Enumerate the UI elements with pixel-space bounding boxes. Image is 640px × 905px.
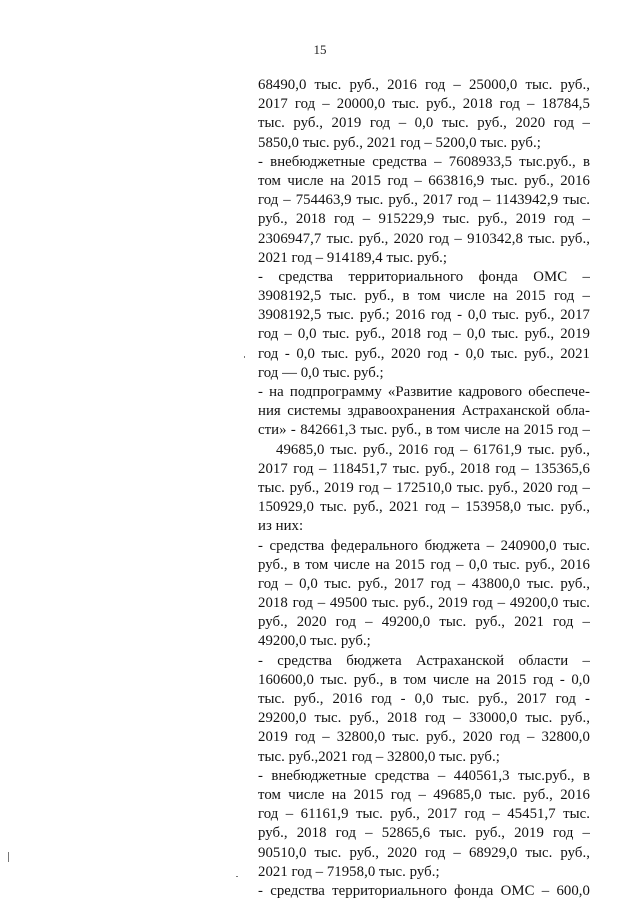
text-line: руб., в том числе на 2015 год – 0,0 тыс. руб., 2016 [258,556,590,573]
text-line: 2017 год – 20000,0 тыс. руб., 2018 год – 18784,5 [258,96,590,113]
text-line: - средства бюджета Астраханской области – [258,652,590,669]
text-line: 68490,0 тыс. руб., 2016 год – 25000,0 тыс. руб., [258,77,590,93]
text-line: - внебюджетные средства – 7608933,5 тыс.руб., в [258,153,590,170]
text-line: 2306947,7 тыс. руб., 2020 год – 910342,8 тыс. руб., [258,230,590,247]
scan-mark [244,356,245,358]
text-line: 2019 год – 32800,0 тыс. руб., 2020 год – 32800,0 [258,729,590,746]
text-line: 150929,0 тыс. руб., 2021 год – 153958,0 тыс. руб., [258,499,590,516]
text-line: том числе на 2015 год – 663816,9 тыс. руб., 2016 [258,172,590,189]
text-line: из них: [258,518,304,535]
text-line: сти» - 842661,3 тыс. руб., в том числе на 2015 год – [258,422,590,439]
text-line: 49685,0 тыс. руб., 2016 год – 61761,9 тыс. руб., [276,441,590,458]
text-line: тыс. руб., 2019 год – 172510,0 тыс. руб., 2020 год – [258,479,590,496]
text-line: 3908192,5 тыс. руб., в том числе на 2015 год – [258,288,590,305]
text-line: 5850,0 тыс. руб., 2021 год – 5200,0 тыс. руб.; [258,134,541,151]
text-line: тыс. руб.,2021 год – 32800,0 тыс. руб.; [258,748,500,765]
text-line: - на подпрограмму «Развитие кадрового обеспече- [258,384,590,400]
text-line: 90510,0 тыс. руб., 2020 год – 68929,0 тыс. руб., [258,844,590,861]
text-line: том числе на 2015 год – 49685,0 тыс. руб., 2016 [258,786,590,803]
text-line: тыс. руб., 2019 год – 0,0 тыс. руб., 2020 год – [258,115,590,132]
text-line: 49200,0 тыс. руб.; [258,633,371,650]
body-text [258,76,590,901]
text-line: 2018 год – 49500 тыс. руб., 2019 год – 49200,0 тыс. [258,595,590,612]
text-line: 3908192,5 тыс. руб.; 2016 год - 0,0 тыс. руб., 2017 [258,307,590,324]
text-line: год – 0,0 тыс. руб., 2018 год – 0,0 тыс. руб., 2019 [258,326,590,343]
text-line: год — 0,0 тыс. руб.; [258,364,384,381]
text-line: тыс. руб., 2016 год - 0,0 тыс. руб., 2017 год - [258,691,590,707]
text-line: руб., 2018 год – 52865,6 тыс. руб., 2019 год – [258,825,590,842]
text-line: 2021 год – 914189,4 тыс. руб.; [258,249,448,266]
text-line: - средства территориального фонда ОМС – [258,268,590,285]
page-number: 15 [313,42,327,57]
text-line: 2017 год – 118451,7 тыс. руб., 2018 год – 135365,6 [258,460,590,477]
text-line: 160600,0 тыс. руб., в том числе на 2015 год - 0,0 [258,671,590,688]
text-line: год – 61161,9 тыс. руб., 2017 год – 45451,7 тыс. [258,806,590,823]
scan-mark [8,852,9,862]
scan-mark [236,876,238,877]
text-line: - внебюджетные средства – 440561,3 тыс.руб., в [258,767,590,784]
text-line: руб., 2018 год – 915229,9 тыс. руб., 2019 год – [258,211,590,228]
text-line: 2021 год – 71958,0 тыс. руб.; [258,863,440,880]
text-line: 29200,0 тыс. руб., 2018 год – 33000,0 тыс. руб., [258,710,590,727]
text-line: ния системы здравоохранения Астраханской обла- [258,403,590,420]
text-line: год – 754463,9 тыс. руб., 2017 год – 1143942,9 тыс. [258,192,590,209]
text-line: - средства федерального бюджета – 240900,0 тыс. [258,537,590,554]
text-line: руб., 2020 год – 49200,0 тыс. руб., 2021 год – [258,614,590,631]
text-line: год – 0,0 тыс. руб., 2017 год – 43800,0 тыс. руб., [258,575,590,592]
text-line: - средства территориального фонда ОМС – 600,0 [258,882,590,899]
text-line: год - 0,0 тыс. руб., 2020 год - 0,0 тыс. руб., 2021 [258,345,590,362]
